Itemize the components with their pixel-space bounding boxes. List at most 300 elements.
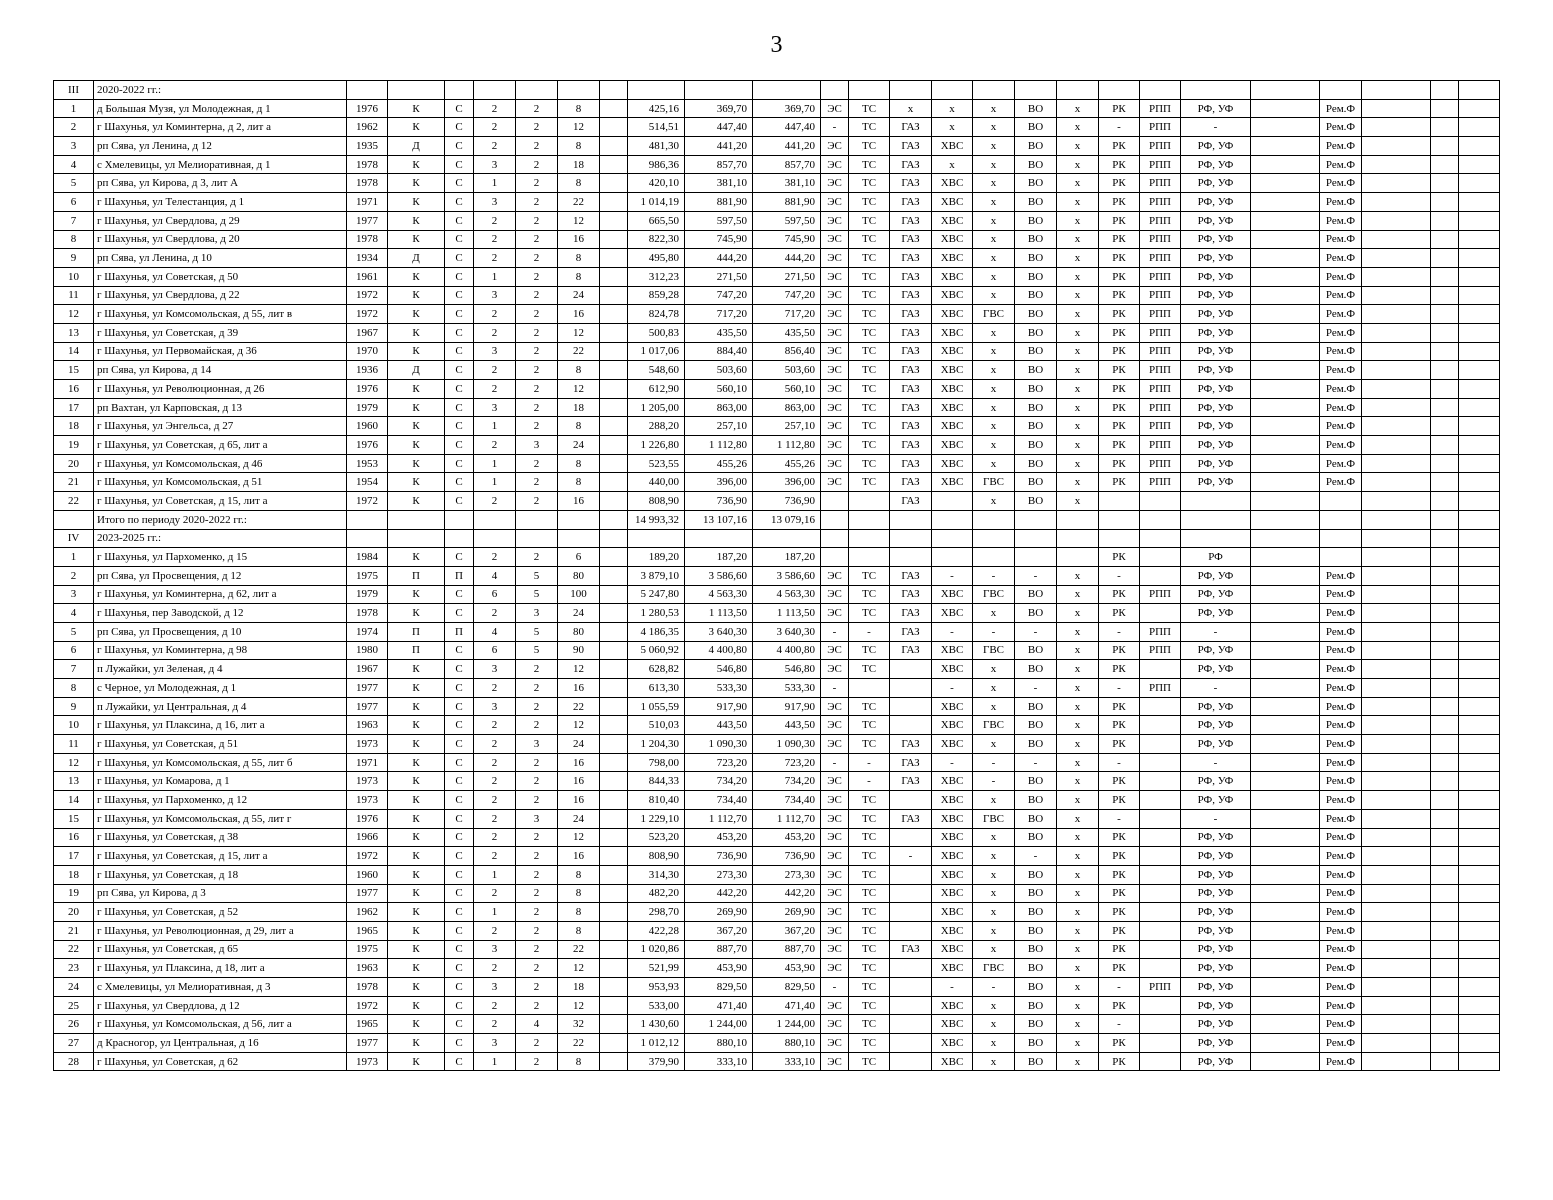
table-cell: 1 090,30 — [753, 735, 821, 754]
table-cell: 1973 — [347, 735, 388, 754]
table-cell: 2 — [516, 1034, 558, 1053]
table-cell: - — [932, 753, 973, 772]
table-cell: Рем.Ф — [1320, 174, 1362, 193]
table-cell: 80 — [558, 566, 600, 585]
table-cell: х — [973, 847, 1015, 866]
table-cell: 747,20 — [685, 286, 753, 305]
table-cell: РПП — [1140, 641, 1181, 660]
table-cell: 12 — [558, 828, 600, 847]
total-row — [54, 510, 1500, 529]
table-cell — [1431, 753, 1459, 772]
table-cell: С — [445, 716, 474, 735]
table-cell — [1459, 454, 1500, 473]
table-cell: - — [1181, 679, 1251, 698]
table-cell — [1459, 959, 1500, 978]
address-cell: г Шахунья, ул Советская, д 15, лит а — [94, 492, 347, 511]
table-cell — [1459, 809, 1500, 828]
table-cell: К — [388, 286, 445, 305]
table-cell — [600, 361, 628, 380]
table-cell: С — [445, 361, 474, 380]
table-cell: 1972 — [347, 996, 388, 1015]
table-cell: РПП — [1140, 211, 1181, 230]
table-cell — [474, 81, 516, 100]
table-cell — [1015, 548, 1057, 567]
table-cell: ЭС — [821, 847, 849, 866]
table-cell: ГВС — [973, 641, 1015, 660]
table-cell: 1954 — [347, 473, 388, 492]
table-cell — [1459, 1015, 1500, 1034]
table-cell: 2 — [474, 921, 516, 940]
table-cell: 333,10 — [685, 1052, 753, 1071]
table-cell: 745,90 — [685, 230, 753, 249]
table-cell: РФ, УФ — [1181, 1052, 1251, 1071]
table-cell — [445, 81, 474, 100]
table-cell — [1431, 118, 1459, 137]
table-cell: ГАЗ — [890, 417, 932, 436]
table-cell: С — [445, 679, 474, 698]
table-cell — [600, 118, 628, 137]
table-cell — [600, 454, 628, 473]
table-cell: Рем.Ф — [1320, 380, 1362, 399]
table-cell: РФ — [1181, 548, 1251, 567]
table-cell: ЭС — [821, 940, 849, 959]
table-cell — [600, 809, 628, 828]
table-cell — [1459, 735, 1500, 754]
table-cell — [849, 510, 890, 529]
table-cell: РФ, УФ — [1181, 267, 1251, 286]
table-cell: ЭС — [821, 1015, 849, 1034]
table-cell: ХВС — [932, 417, 973, 436]
table-cell: ВО — [1015, 305, 1057, 324]
table-cell: 2 — [516, 978, 558, 997]
table-cell: ЭС — [821, 921, 849, 940]
table-cell: ВО — [1015, 454, 1057, 473]
table-cell: 8 — [558, 174, 600, 193]
table-cell: П — [445, 622, 474, 641]
section-header-row — [54, 529, 1500, 548]
table-cell — [1362, 473, 1431, 492]
table-cell: 441,20 — [685, 137, 753, 156]
table-cell — [1431, 921, 1459, 940]
table-cell: - — [1099, 978, 1140, 997]
row-number-cell: 15 — [54, 361, 94, 380]
address-cell: г Шахунья, ул Советская, д 38 — [94, 828, 347, 847]
table-cell — [1140, 548, 1181, 567]
table-cell: 379,90 — [628, 1052, 685, 1071]
table-cell — [600, 99, 628, 118]
table-cell: РФ, УФ — [1181, 716, 1251, 735]
table-cell — [628, 81, 685, 100]
table-cell — [1431, 249, 1459, 268]
table-cell: 723,20 — [685, 753, 753, 772]
table-row — [54, 622, 1500, 641]
table-cell — [1431, 155, 1459, 174]
table-cell — [849, 81, 890, 100]
table-cell: ВО — [1015, 137, 1057, 156]
table-cell: 1 204,30 — [628, 735, 685, 754]
table-cell: 723,20 — [753, 753, 821, 772]
table-cell: 613,30 — [628, 679, 685, 698]
table-cell — [1320, 548, 1362, 567]
table-cell — [1015, 81, 1057, 100]
table-row — [54, 323, 1500, 342]
table-cell: 269,90 — [753, 903, 821, 922]
table-cell: Рем.Ф — [1320, 1034, 1362, 1053]
row-number-cell: 27 — [54, 1034, 94, 1053]
table-cell: 24 — [558, 436, 600, 455]
row-number-cell: 28 — [54, 1052, 94, 1071]
table-cell: х — [973, 828, 1015, 847]
table-cell — [1459, 305, 1500, 324]
table-cell — [1140, 921, 1181, 940]
table-cell: 5 — [516, 622, 558, 641]
table-cell: 2 — [516, 1052, 558, 1071]
table-cell: 2 — [474, 361, 516, 380]
table-cell: РФ, УФ — [1181, 230, 1251, 249]
table-cell: 1 014,19 — [628, 193, 685, 212]
table-cell: 4 — [516, 1015, 558, 1034]
table-cell — [1362, 193, 1431, 212]
table-cell — [890, 884, 932, 903]
table-cell: С — [445, 380, 474, 399]
row-number-cell: 23 — [54, 959, 94, 978]
table-cell: 8 — [558, 249, 600, 268]
table-cell — [932, 529, 973, 548]
table-cell: 90 — [558, 641, 600, 660]
table-cell: ВО — [1015, 996, 1057, 1015]
table-cell — [890, 791, 932, 810]
table-cell: ВО — [1015, 380, 1057, 399]
table-cell — [1431, 454, 1459, 473]
address-cell: рп Сява, ул Просвещения, д 10 — [94, 622, 347, 641]
table-cell: 80 — [558, 622, 600, 641]
table-cell: 288,20 — [628, 417, 685, 436]
table-cell: Рем.Ф — [1320, 735, 1362, 754]
table-cell: Рем.Ф — [1320, 847, 1362, 866]
table-cell: ТС — [849, 940, 890, 959]
row-number-cell: 17 — [54, 847, 94, 866]
table-cell: 4 186,35 — [628, 622, 685, 641]
table-cell — [600, 697, 628, 716]
table-cell: 2 — [516, 847, 558, 866]
table-cell — [1362, 249, 1431, 268]
table-cell — [1251, 342, 1320, 361]
table-cell: - — [932, 978, 973, 997]
table-cell: х — [973, 323, 1015, 342]
address-cell: г Шахунья, ул Телестанция, д 1 — [94, 193, 347, 212]
table-cell: РПП — [1140, 323, 1181, 342]
table-cell: х — [973, 884, 1015, 903]
table-cell: 2 — [474, 118, 516, 137]
table-cell — [600, 81, 628, 100]
table-cell: 4 — [474, 566, 516, 585]
table-cell: ТС — [849, 137, 890, 156]
table-cell: ГВС — [973, 959, 1015, 978]
table-cell: ВО — [1015, 342, 1057, 361]
table-cell: Д — [388, 137, 445, 156]
address-cell: г Шахунья, ул Советская, д 65 — [94, 940, 347, 959]
table-cell: 1974 — [347, 622, 388, 641]
table-cell: х — [1057, 828, 1099, 847]
table-cell: х — [973, 211, 1015, 230]
table-row — [54, 305, 1500, 324]
table-cell — [1251, 436, 1320, 455]
table-row — [54, 585, 1500, 604]
table-cell: С — [445, 492, 474, 511]
table-cell: ВО — [1015, 286, 1057, 305]
table-cell: ГАЗ — [890, 566, 932, 585]
table-cell: 1984 — [347, 548, 388, 567]
table-cell: ВО — [1015, 828, 1057, 847]
table-cell: ХВС — [932, 585, 973, 604]
table-cell: - — [1099, 753, 1140, 772]
row-number-cell: 25 — [54, 996, 94, 1015]
table-cell — [890, 978, 932, 997]
table-cell: Рем.Ф — [1320, 791, 1362, 810]
address-cell: с Хмелевицы, ул Мелиоративная, д 1 — [94, 155, 347, 174]
table-cell: 1972 — [347, 492, 388, 511]
table-cell — [1459, 604, 1500, 623]
table-cell: ГАЗ — [890, 267, 932, 286]
table-cell: 422,28 — [628, 921, 685, 940]
table-cell — [1140, 884, 1181, 903]
table-cell: РПП — [1140, 118, 1181, 137]
table-cell — [1362, 847, 1431, 866]
table-cell: 808,90 — [628, 492, 685, 511]
table-row — [54, 847, 1500, 866]
table-cell — [1251, 884, 1320, 903]
table-cell: Рем.Ф — [1320, 566, 1362, 585]
table-cell: РК — [1099, 249, 1140, 268]
table-row — [54, 155, 1500, 174]
table-cell: ЭС — [821, 436, 849, 455]
table-cell — [1459, 473, 1500, 492]
table-cell: 16 — [558, 679, 600, 698]
table-cell: РК — [1099, 884, 1140, 903]
table-cell: РПП — [1140, 137, 1181, 156]
table-cell: ВО — [1015, 267, 1057, 286]
table-cell: 187,20 — [685, 548, 753, 567]
address-cell: г Шахунья, ул Советская, д 65, лит а — [94, 436, 347, 455]
table-cell: С — [445, 305, 474, 324]
table-cell: 2 — [516, 193, 558, 212]
table-cell: 829,50 — [685, 978, 753, 997]
address-cell: г Шахунья, ул Революционная, д 29, лит а — [94, 921, 347, 940]
table-cell: 747,20 — [753, 286, 821, 305]
table-cell: 1977 — [347, 884, 388, 903]
table-cell: Рем.Ф — [1320, 99, 1362, 118]
table-cell: РФ, УФ — [1181, 174, 1251, 193]
table-cell — [474, 529, 516, 548]
table-cell: 12 — [558, 716, 600, 735]
table-cell: х — [973, 1034, 1015, 1053]
table-cell: ВО — [1015, 1034, 1057, 1053]
table-cell — [388, 529, 445, 548]
table-cell: ХВС — [932, 249, 973, 268]
table-row — [54, 697, 1500, 716]
table-cell — [1431, 230, 1459, 249]
table-cell: ГАЗ — [890, 286, 932, 305]
table-cell: 16 — [558, 230, 600, 249]
table-cell: 396,00 — [753, 473, 821, 492]
address-cell: г Шахунья, ул Комсомольская, д 55, лит г — [94, 809, 347, 828]
table-cell: С — [445, 1015, 474, 1034]
table-cell: 8 — [558, 921, 600, 940]
table-cell — [1251, 753, 1320, 772]
table-cell: - — [849, 772, 890, 791]
table-cell: 597,50 — [685, 211, 753, 230]
table-cell: К — [388, 809, 445, 828]
table-cell: х — [973, 492, 1015, 511]
table-cell: 312,23 — [628, 267, 685, 286]
table-cell: ГАЗ — [890, 753, 932, 772]
table-cell: РФ, УФ — [1181, 959, 1251, 978]
table-cell: РФ, УФ — [1181, 436, 1251, 455]
table-cell — [1362, 622, 1431, 641]
table-cell: 2 — [516, 791, 558, 810]
table-cell: РПП — [1140, 193, 1181, 212]
table-cell: С — [445, 1052, 474, 1071]
table-row — [54, 1052, 1500, 1071]
table-cell: 1 244,00 — [753, 1015, 821, 1034]
table-cell: РК — [1099, 959, 1140, 978]
table-cell — [1251, 697, 1320, 716]
table-row — [54, 1015, 1500, 1034]
table-cell: РК — [1099, 903, 1140, 922]
table-cell: ЭС — [821, 772, 849, 791]
table-cell: 736,90 — [753, 492, 821, 511]
table-cell: ВО — [1015, 903, 1057, 922]
table-cell: 314,30 — [628, 865, 685, 884]
table-cell — [1251, 492, 1320, 511]
table-cell: Рем.Ф — [1320, 398, 1362, 417]
table-cell: К — [388, 679, 445, 698]
table-cell: П — [445, 566, 474, 585]
table-cell: ГАЗ — [890, 380, 932, 399]
table-cell: 273,30 — [753, 865, 821, 884]
table-cell: 12 — [558, 996, 600, 1015]
table-cell: РФ, УФ — [1181, 585, 1251, 604]
table-cell: РФ, УФ — [1181, 940, 1251, 959]
table-cell: К — [388, 753, 445, 772]
table-cell: С — [445, 155, 474, 174]
table-cell — [1362, 211, 1431, 230]
address-cell: г Шахунья, ул Советская, д 15, лит а — [94, 847, 347, 866]
table-cell — [1251, 1034, 1320, 1053]
table-cell: С — [445, 174, 474, 193]
table-cell — [1181, 529, 1251, 548]
table-cell: РПП — [1140, 230, 1181, 249]
table-cell: ЭС — [821, 417, 849, 436]
table-cell: Рем.Ф — [1320, 211, 1362, 230]
table-cell — [1459, 1034, 1500, 1053]
table-cell: х — [973, 155, 1015, 174]
table-cell: 510,03 — [628, 716, 685, 735]
row-number-cell: 12 — [54, 753, 94, 772]
table-cell — [1362, 1052, 1431, 1071]
table-cell: 863,00 — [685, 398, 753, 417]
table-cell — [1140, 1015, 1181, 1034]
table-cell: К — [388, 884, 445, 903]
table-cell: К — [388, 323, 445, 342]
table-cell: К — [388, 903, 445, 922]
table-cell: х — [1057, 454, 1099, 473]
table-cell: 16 — [558, 492, 600, 511]
table-cell: 8 — [558, 454, 600, 473]
table-cell — [1459, 118, 1500, 137]
table-cell — [1459, 622, 1500, 641]
row-number-cell: 13 — [54, 772, 94, 791]
table-cell — [1431, 978, 1459, 997]
table-cell: х — [1057, 996, 1099, 1015]
table-cell — [1459, 230, 1500, 249]
table-cell — [1362, 791, 1431, 810]
table-cell: 3 586,60 — [685, 566, 753, 585]
table-cell: х — [1057, 903, 1099, 922]
table-cell: К — [388, 174, 445, 193]
table-cell — [1459, 510, 1500, 529]
table-row — [54, 865, 1500, 884]
table-cell — [558, 81, 600, 100]
table-cell: ХВС — [932, 361, 973, 380]
table-cell: 5 247,80 — [628, 585, 685, 604]
table-cell: 8 — [558, 267, 600, 286]
address-cell: г Шахунья, ул Советская, д 62 — [94, 1052, 347, 1071]
table-cell: х — [1057, 99, 1099, 118]
table-cell: РК — [1099, 436, 1140, 455]
table-cell — [1362, 286, 1431, 305]
table-row — [54, 921, 1500, 940]
table-cell: ГВС — [973, 809, 1015, 828]
table-cell: 444,20 — [753, 249, 821, 268]
table-cell — [600, 903, 628, 922]
table-cell: РФ, УФ — [1181, 193, 1251, 212]
table-cell — [445, 510, 474, 529]
table-cell: 3 — [516, 604, 558, 623]
table-cell: Рем.Ф — [1320, 753, 1362, 772]
table-cell: С — [445, 903, 474, 922]
table-cell — [1362, 940, 1431, 959]
table-cell: РФ, УФ — [1181, 99, 1251, 118]
table-cell: ТС — [849, 342, 890, 361]
table-cell: 495,80 — [628, 249, 685, 268]
table-cell — [932, 492, 973, 511]
table-cell: ХВС — [932, 884, 973, 903]
table-cell — [1362, 342, 1431, 361]
table-cell: К — [388, 492, 445, 511]
table-cell: х — [1057, 137, 1099, 156]
table-cell: С — [445, 267, 474, 286]
section-code: IV — [54, 529, 94, 548]
table-cell: РК — [1099, 940, 1140, 959]
table-cell: С — [445, 473, 474, 492]
table-cell: ТС — [849, 921, 890, 940]
table-cell: РК — [1099, 735, 1140, 754]
table-cell: ВО — [1015, 959, 1057, 978]
table-cell: Рем.Ф — [1320, 454, 1362, 473]
table-cell: 1 112,80 — [753, 436, 821, 455]
table-cell: ЭС — [821, 361, 849, 380]
table-cell: х — [1057, 660, 1099, 679]
table-cell: РФ, УФ — [1181, 323, 1251, 342]
table-cell: 2 — [474, 847, 516, 866]
table-cell: - — [973, 566, 1015, 585]
table-cell: С — [445, 791, 474, 810]
table-cell: х — [1057, 492, 1099, 511]
row-number-cell: 7 — [54, 660, 94, 679]
table-row — [54, 342, 1500, 361]
table-cell — [1251, 978, 1320, 997]
